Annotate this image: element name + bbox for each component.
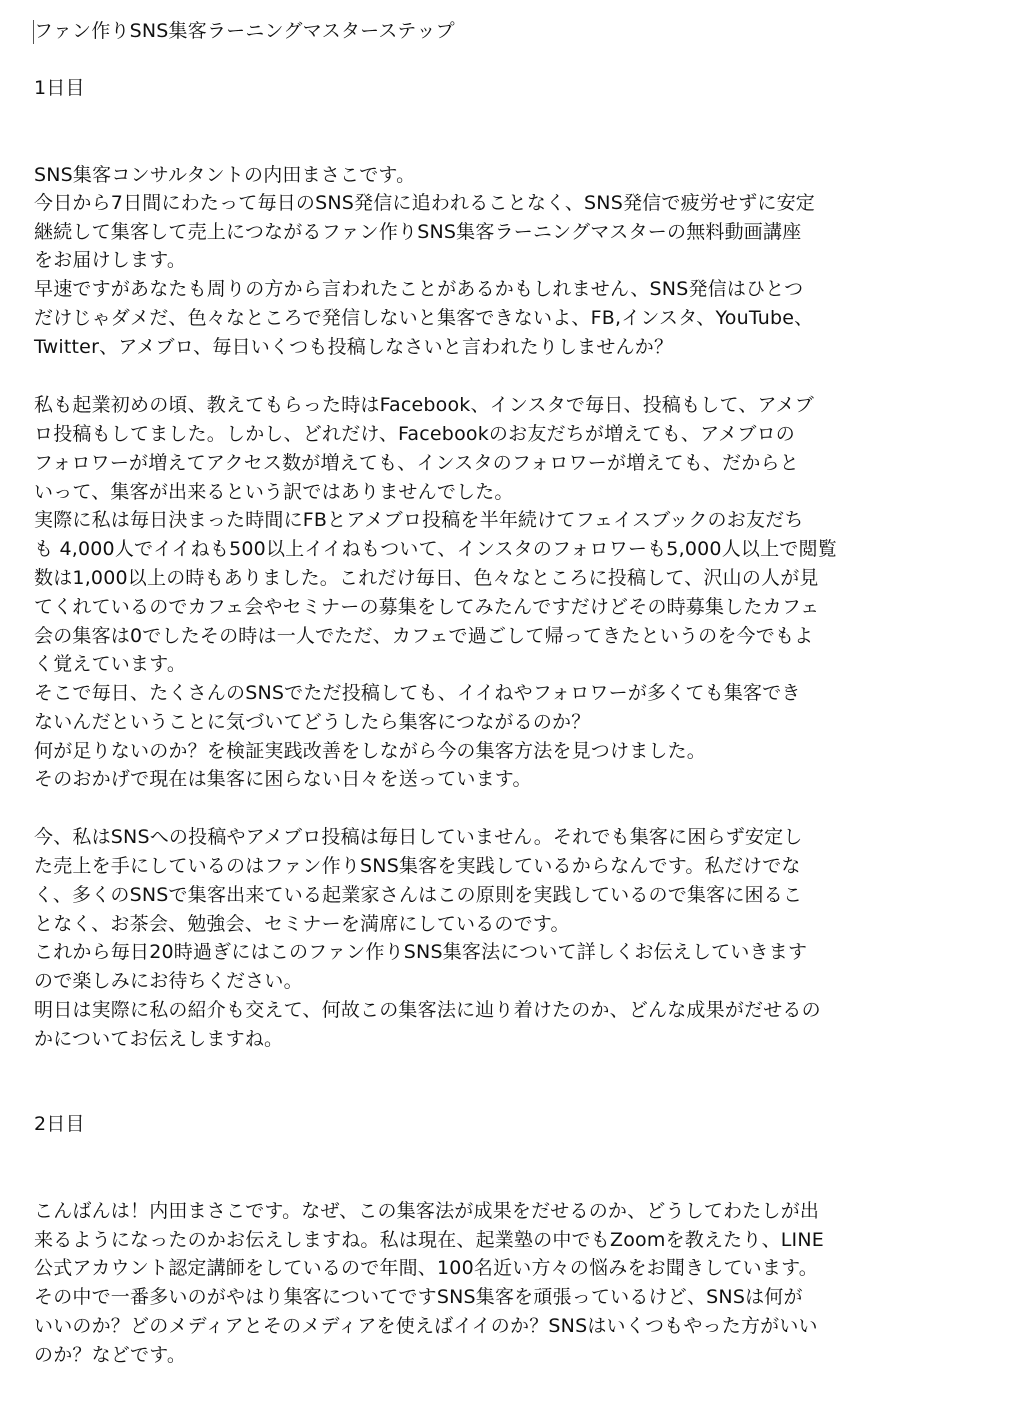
day2-heading: 2日目 (34, 1113, 85, 1135)
day1-line: 継続して集客して売上につながるファン作りSNS集客ラーニングマスターの無料動画講座 (34, 221, 802, 243)
day2-line: 公式アカウント認定講師をしているので年間、100名近い方々の悩みをお聞きしています。 (34, 1257, 818, 1279)
day1-line: ので楽しみにお待ちください。 (34, 970, 303, 992)
day2-line: こんばんは！内田まさこです。なぜ、この集客法が成果をだせるのか、どうしてわたしが出 (34, 1200, 820, 1222)
day1-line: となく、お茶会、勉強会、セミナーを満席にしているのです。 (34, 913, 570, 935)
day1-line: そこで毎日、たくさんのSNSでただ投稿しても、イイねやフォロワーが多くても集客でき (34, 682, 801, 704)
day1-line: 私も起業初めの頃、教えてもらった時はFacebook、インスタで毎日、投稿もして、アメブ (34, 394, 814, 416)
day1-line: 明日は実際に私の紹介も交えて、何故この集客法に辿り着けたのか、どんな成果がだせるの (34, 999, 821, 1021)
day1-line: ロ投稿もしてました。しかし、どれだけ、Facebookのお友だちが増えても、アメブロの (34, 423, 795, 445)
day1-line: そのおかげで現在は集客に困らない日々を送っています。 (34, 768, 532, 790)
document-title: ファン作りSNS集客ラーニングマスターステップ (34, 20, 455, 42)
day2-line: いいのか？どのメディアとそのメディアを使えばイイのか？SNSはいくつもやった方がいい (34, 1315, 818, 1337)
day1-line: く、多くのSNSで集客出来ている起業家さんはこの原則を実践しているので集客に困るこ (34, 884, 803, 906)
day2-line: 来るようになったのかお伝えしますね。私は現在、起業塾の中でもZoomを教えたり、LINE (34, 1229, 824, 1251)
day1-heading: 1日目 (34, 77, 85, 99)
day1-line: 実際に私は毎日決まった時間にFBとアメブロ投稿を半年続けてフェイスブックのお友だち (34, 509, 804, 531)
day1-line: かについてお伝えしますね。 (34, 1028, 284, 1050)
day1-line: これから毎日20時過ぎにはこのファン作りSNS集客法について詳しくお伝えしていきます (34, 941, 808, 963)
day2-line: その中で一番多いのがやはり集客についてですSNS集客を頑張っているけど、SNSは何が (34, 1286, 803, 1308)
day1-line: 今日から7日間にわたって毎日のSNS発信に追われることなく、SNS発信で疲労せずに安定 (34, 192, 815, 214)
day1-line: た売上を手にしているのはファン作りSNS集客を実践しているからなんです。私だけでな (34, 855, 801, 877)
day1-line: いって、集客が出来るという訳ではありませんでした。 (34, 481, 514, 503)
day1-line: く覚えています。 (34, 653, 187, 675)
day1-line: 何が足りないのか？を検証実践改善をしながら今の集客方法を見つけました。 (34, 740, 707, 762)
day1-line: をお届けします。 (34, 249, 187, 271)
day1-line: フォロワーが増えてアクセス数が増えても、インスタのフォロワーが増えても、だからと (34, 452, 799, 474)
day1-line: 今、私はSNSへの投稿やアメブロ投稿は毎日していません。それでも集客に困らず安定し (34, 826, 803, 848)
day1-line: ないんだということに気づいてどうしたら集客につながるのか？ (34, 711, 591, 733)
day1-line: 数は1,000以上の時もありました。これだけ毎日、色々なところに投稿して、沢山の人が見 (34, 567, 819, 589)
day1-line: てくれているのでカフェ会やセミナーの募集をしてみたんですだけどその時募集したカフェ (34, 596, 820, 618)
day1-line: SNS集客コンサルタントの内田まさこです。 (34, 164, 416, 186)
day1-line: 早速ですがあなたも周りの方から言われたことがあるかもしれません、SNS発信はひとつ (34, 278, 804, 300)
day1-line: Twitter、アメブロ、毎日いくつも投稿しなさいと言われたりしませんか？ (34, 336, 674, 358)
day2-line: のか？などです。 (34, 1344, 187, 1366)
day1-line: だけじゃダメだ、色々なところで発信しないと集客できないよ、FB,インスタ、YouTube、 (34, 307, 814, 329)
day1-line: も 4,000人でイイねも500以上イイねもついて、インスタのフォロワーも5,000人以上で閲覧 (34, 538, 837, 560)
day1-line: 会の集客は0でしたその時は一人でただ、カフェで過ごして帰ってきたというのを今でもよ (34, 625, 814, 647)
